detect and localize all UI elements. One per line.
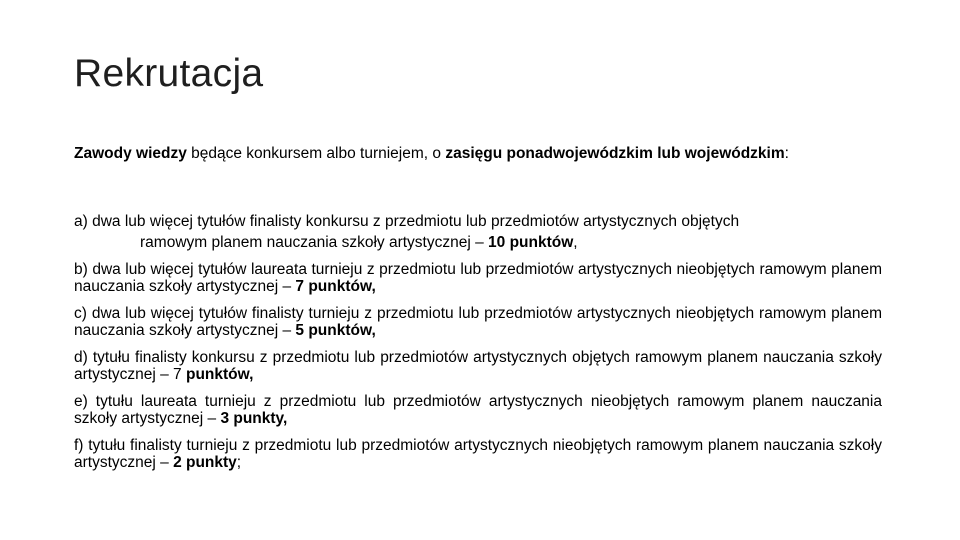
- item-a-line2: [74, 234, 882, 251]
- list-item: [74, 437, 882, 471]
- item-c-points: 5 punktów,: [295, 322, 376, 339]
- list-item: [74, 349, 882, 383]
- intro-colon: :: [784, 145, 789, 162]
- item-b-text: b) dwa lub więcej tytułów laureata turnieju z przedmiotu lub przedmiotów artystycznych nieobjętych ramowym planem nauczania szkoły artystycznej –: [74, 261, 882, 295]
- item-b-points: 7 punktów,: [295, 278, 376, 295]
- item-a-line1: a) dwa lub więcej tytułów finalisty konkursu z przedmiotu lub przedmiotów artystycznych objętych: [74, 213, 740, 230]
- item-d-points: punktów,: [186, 366, 254, 383]
- item-e-text: e) tytułu laureata turnieju z przedmiotu lub przedmiotów artystycznych nieobjętych ramowym planem nauczania szkoły artystycznej –: [74, 393, 882, 427]
- list-item: [74, 213, 882, 251]
- intro-paragraph: [74, 145, 882, 162]
- criteria-list: [74, 213, 882, 481]
- list-item: [74, 261, 882, 295]
- intro-bold-zasieg: zasięgu ponadwojewódzkim lub wojewódzkim: [445, 145, 785, 162]
- list-item: [74, 393, 882, 427]
- item-f-end: ;: [236, 454, 242, 471]
- item-d-text: d) tytułu finalisty konkursu z przedmiotu lub przedmiotów artystycznych objętych ramowym planem nauczania szkoły artystycznej – 7: [74, 349, 882, 383]
- item-e-points: 3 punkty,: [220, 410, 288, 427]
- item-a-points: 10 punktów: [488, 234, 574, 251]
- intro-text: będące konkursem albo turniejem, o: [186, 145, 446, 162]
- item-f-points: 2 punkty: [173, 454, 237, 471]
- item-c-text: c) dwa lub więcej tytułów finalisty turnieju z przedmiotu lub przedmiotów artystycznych nieobjętych ramowym planem nauczania szkoły artystycznej –: [74, 305, 882, 339]
- item-a-end: ,: [573, 234, 578, 251]
- item-a-text: ramowym planem nauczania szkoły artystycznej –: [140, 234, 489, 251]
- list-item: [74, 305, 882, 339]
- intro-bold-zawody: Zawody wiedzy: [74, 145, 187, 162]
- slide-title: Rekrutacja: [74, 52, 264, 95]
- item-f-text: f) tytułu finalisty turnieju z przedmiotu lub przedmiotów artystycznych nieobjętych ramowym planem nauczania szkoły artystycznej –: [74, 437, 882, 471]
